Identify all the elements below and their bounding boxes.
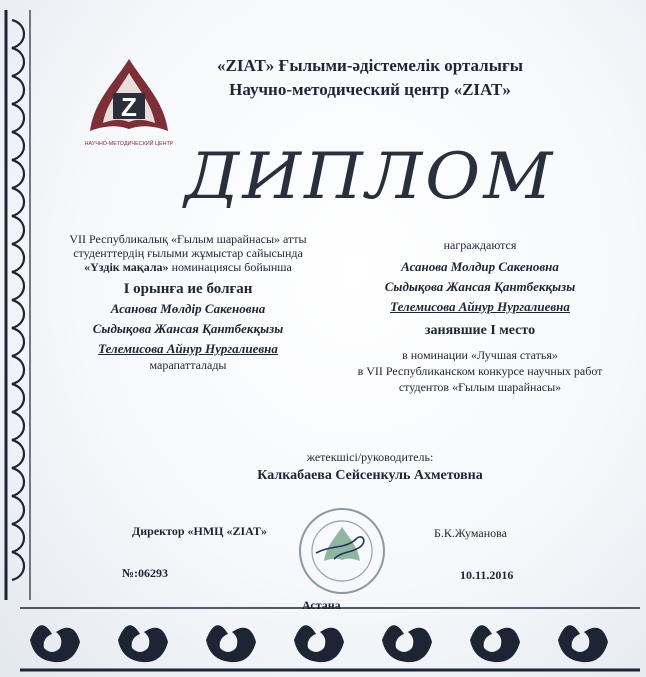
issue-city: Астана	[302, 598, 341, 612]
header-line-russian: Научно-методический центр «ZIAT»	[229, 80, 511, 99]
left-name-1: Асанова Мөлдір Сакеновна	[110, 301, 266, 316]
diploma-title: ДИПЛОМ	[184, 140, 556, 214]
right-name-2: Сыдықова Жансая Қантбекқызы	[384, 279, 576, 294]
right-line-1: в номинации «Лучшая статья»	[402, 348, 558, 362]
left-line-1: VII Республикалық «Ғылым шарайнасы» атты	[69, 232, 307, 246]
left-column	[48, 232, 328, 372]
right-column	[340, 238, 620, 394]
right-name-1: Асанова Молдир Сакеновна	[401, 259, 559, 274]
director-label: Директор «НМЦ «ZIAT»	[132, 524, 267, 538]
left-nomination-suffix: номинациясы бойынша	[171, 260, 292, 274]
right-line-2: в VII Республиканском конкурсе научных работ	[357, 364, 603, 378]
supervisor-name: Калкабаева Сейсенкуль Ахметовна	[257, 468, 483, 483]
left-line-3	[48, 260, 328, 274]
right-name-3: Телемисова Айнур Нургалиевна	[390, 299, 570, 314]
diploma-number: №:06293	[122, 566, 169, 580]
logo-caption: НАУЧНО-МЕТОДИЧЕСКИЙ ЦЕНТР	[84, 141, 174, 147]
left-nomination: «Үздік мақала»	[84, 260, 169, 274]
official-stamp	[296, 505, 388, 597]
left-place: І орынға ие болған	[123, 281, 253, 297]
supervisor-label: жетекшісі/руководитель:	[306, 450, 434, 464]
logo-letter: Z	[121, 92, 137, 122]
left-line-2: студенттердің ғылыми жұмыстар сайысында	[73, 246, 303, 260]
director-name: Б.К.Жуманова	[434, 526, 507, 540]
right-intro: награждаются	[443, 238, 517, 252]
right-place: занявшие І место	[424, 323, 536, 338]
issue-date: 10.11.2016	[460, 568, 514, 582]
left-ornament-border	[0, 0, 40, 677]
left-name-3: Телемисова Айнур Нургалиевна	[98, 341, 278, 356]
left-closing: марапатталады	[149, 358, 227, 372]
header-line-kazakh: «ZIAT» Ғылыми-әдістемелік орталығы	[217, 56, 523, 75]
right-line-3: студентов «Ғылым шарайнасы»	[398, 380, 562, 394]
left-name-2: Сыдықова Жансая Қантбекқызы	[92, 321, 284, 336]
